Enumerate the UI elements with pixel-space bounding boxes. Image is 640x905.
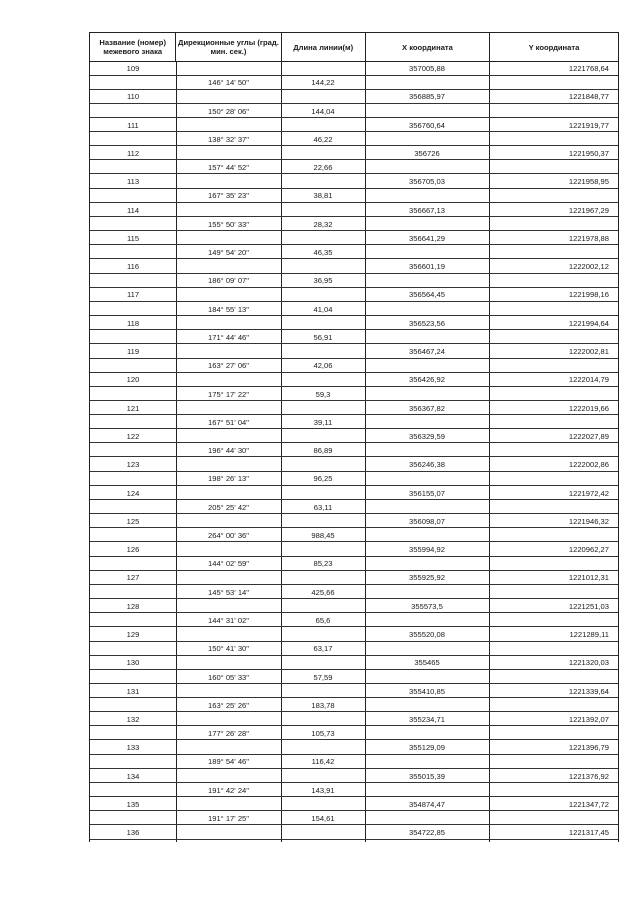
y-coordinate: 1221376,92 (568, 771, 609, 781)
y-coordinate: 1221768,64 (568, 64, 609, 73)
x-coordinate: 356705,03 (409, 177, 445, 187)
direction-angle: 191° 42' 24" (208, 785, 249, 795)
direction-angle: 150° 28' 06" (208, 106, 249, 116)
line-length: 38,81 (313, 191, 333, 201)
y-coordinate: 1221919,77 (568, 120, 609, 130)
point-name: 124 (126, 488, 140, 498)
y-coordinate: 1222014,79 (568, 375, 609, 385)
direction-angle: 163° 25' 26" (208, 700, 249, 710)
point-name: 132 (126, 714, 140, 724)
x-coordinate: 355573,5 (411, 601, 443, 611)
row-divider (90, 810, 618, 811)
line-length: 56,91 (313, 332, 333, 342)
row-divider (90, 513, 618, 514)
x-coordinate: 356726 (414, 148, 440, 158)
point-name: 115 (126, 233, 140, 243)
line-length: 154,61 (311, 814, 335, 823)
y-coordinate: 1221967,29 (568, 205, 609, 215)
line-length: 57,59 (313, 672, 333, 682)
direction-angle: 189° 54' 46" (208, 757, 249, 767)
y-coordinate: 1221317,45 (568, 828, 609, 838)
line-length: 42,06 (313, 361, 333, 371)
x-coordinate: 355410,85 (409, 686, 445, 696)
line-length: 39,11 (313, 417, 333, 427)
y-coordinate: 1221998,16 (568, 290, 609, 300)
header-angle: Дирекционные углы (град. мин. сек.) (176, 33, 281, 61)
direction-angle: 198° 26' 13" (208, 474, 249, 484)
point-name: 121 (126, 403, 140, 413)
row-divider (90, 541, 618, 542)
direction-angle: 146° 14' 50" (208, 78, 249, 88)
row-divider (90, 145, 618, 146)
row-divider (90, 839, 618, 840)
point-name: 122 (126, 431, 140, 441)
y-coordinate: 1221347,72 (568, 799, 609, 809)
direction-angle: 167° 51' 04" (208, 417, 249, 427)
line-length: 63,11 (313, 502, 333, 512)
point-name: 130 (126, 658, 140, 668)
direction-angle: 163° 27' 06" (208, 361, 249, 371)
row-divider (90, 570, 618, 571)
point-name: 127 (126, 573, 140, 583)
row-divider (90, 173, 618, 174)
line-length: 63,17 (313, 644, 333, 654)
row-divider (90, 641, 618, 642)
row-divider (90, 131, 618, 132)
x-coordinate: 355129,09 (409, 743, 445, 753)
row-divider (90, 556, 618, 557)
row-divider (90, 400, 618, 401)
row-divider (90, 287, 618, 288)
direction-angle: 175° 17' 22" (208, 389, 249, 399)
y-coordinate: 1222019,66 (568, 403, 609, 413)
x-coordinate: 356367,82 (409, 403, 445, 413)
line-length: 65,6 (315, 615, 331, 625)
row-divider (90, 372, 618, 373)
direction-angle: 138° 32' 37" (208, 134, 249, 144)
x-coordinate: 356329,59 (409, 431, 445, 441)
direction-angle: 186° 09' 07" (208, 276, 249, 286)
point-name: 123 (126, 460, 140, 470)
x-coordinate: 356641,29 (409, 233, 445, 243)
direction-angle: 157° 44' 52" (208, 163, 249, 173)
x-coordinate: 356098,07 (409, 516, 445, 526)
direction-angle: 184° 55' 13" (208, 304, 249, 314)
x-coordinate: 355015,39 (409, 771, 445, 781)
x-coordinate: 354722,85 (409, 828, 445, 838)
point-name: 119 (126, 347, 140, 356)
row-divider (90, 258, 618, 259)
x-coordinate: 354874,47 (409, 799, 445, 809)
point-name: 114 (126, 205, 140, 215)
y-coordinate: 1221946,32 (568, 516, 609, 526)
x-coordinate: 356601,19 (409, 262, 445, 272)
row-divider (90, 471, 618, 472)
point-name: 111 (127, 120, 139, 130)
point-name: 129 (126, 630, 140, 639)
direction-angle: 160° 05' 33" (208, 672, 249, 682)
row-divider (90, 655, 618, 656)
y-coordinate: 1221978,88 (568, 233, 609, 243)
point-name: 116 (126, 262, 140, 272)
direction-angle: 144° 31' 02" (208, 615, 249, 625)
y-coordinate: 1222002,12 (568, 262, 609, 272)
line-length: 46,35 (313, 248, 333, 257)
line-length: 183,78 (311, 700, 335, 710)
row-divider (90, 343, 618, 344)
row-divider (90, 527, 618, 528)
row-divider (90, 202, 618, 203)
x-coordinate: 356564,45 (409, 290, 445, 300)
line-length: 41,04 (313, 304, 333, 314)
y-coordinate: 1221848,77 (568, 92, 609, 102)
line-length: 988,45 (311, 531, 335, 540)
row-divider (90, 697, 618, 698)
row-divider (90, 428, 618, 429)
y-coordinate: 1222002,86 (568, 460, 609, 470)
row-divider (90, 824, 618, 825)
point-name: 120 (126, 375, 140, 385)
x-coordinate: 355994,92 (409, 545, 445, 555)
direction-angle: 145° 53' 14" (208, 587, 249, 597)
direction-angle: 191° 17' 25" (208, 814, 249, 823)
row-divider (90, 711, 618, 712)
direction-angle: 196° 44' 30" (208, 446, 249, 456)
y-coordinate: 1221396,79 (568, 743, 609, 753)
point-name: 110 (126, 92, 140, 102)
point-name: 135 (126, 799, 140, 809)
row-divider (90, 598, 618, 599)
line-length: 22,66 (313, 163, 333, 173)
y-coordinate: 1222002,81 (568, 347, 609, 356)
table-body (90, 62, 618, 842)
row-divider (90, 75, 618, 76)
row-divider (90, 456, 618, 457)
direction-angle: 150° 41' 30" (208, 644, 249, 654)
y-coordinate: 1221320,03 (568, 658, 609, 668)
point-name: 117 (126, 290, 140, 300)
x-coordinate: 356246,38 (409, 460, 445, 470)
line-length: 85,23 (313, 559, 333, 569)
line-length: 28,32 (313, 219, 333, 229)
direction-angle: 155° 50' 33" (208, 219, 249, 229)
line-length: 425,66 (311, 587, 335, 597)
line-length: 36,95 (313, 276, 333, 286)
row-divider (90, 188, 618, 189)
direction-angle: 205° 25' 42" (208, 502, 249, 512)
row-divider (90, 683, 618, 684)
point-name: 136 (126, 828, 140, 838)
line-length: 105,73 (311, 729, 335, 739)
point-name: 109 (126, 64, 140, 73)
x-coordinate: 356426,92 (409, 375, 445, 385)
row-divider (90, 584, 618, 585)
header-x: X координата (366, 33, 490, 61)
x-coordinate: 356667,13 (409, 205, 445, 215)
y-coordinate: 1221994,64 (568, 318, 609, 328)
row-divider (90, 301, 618, 302)
point-name: 112 (126, 148, 140, 158)
row-divider (90, 768, 618, 769)
x-coordinate: 355925,92 (409, 573, 445, 583)
row-divider (90, 230, 618, 231)
header-y: Y координата (528, 42, 580, 52)
point-name: 118 (126, 318, 140, 328)
row-divider (90, 725, 618, 726)
x-coordinate: 357005,88 (409, 64, 445, 73)
direction-angle: 149° 54' 20" (208, 248, 249, 257)
direction-angle: 177° 26' 28" (208, 729, 249, 739)
point-name: 128 (126, 601, 140, 611)
direction-angle: 167° 35' 23" (208, 191, 249, 201)
row-divider (90, 754, 618, 755)
x-coordinate: 356760,64 (409, 120, 445, 130)
row-divider (90, 315, 618, 316)
x-coordinate: 355234,71 (409, 714, 445, 724)
row-divider (90, 358, 618, 359)
y-coordinate: 1221972,42 (568, 488, 609, 498)
direction-angle: 144° 02' 59" (208, 559, 249, 569)
point-name: 133 (126, 743, 140, 753)
row-divider (90, 669, 618, 670)
row-divider (90, 612, 618, 613)
row-divider (90, 159, 618, 160)
row-divider (90, 485, 618, 486)
row-divider (90, 626, 618, 627)
row-divider (90, 782, 618, 783)
header-name: Название (номер) межевого знака (90, 33, 176, 61)
point-name: 125 (126, 516, 140, 526)
point-name: 126 (126, 545, 140, 555)
y-coordinate: 1221392,07 (568, 714, 609, 724)
line-length: 116,42 (311, 757, 335, 767)
row-divider (90, 89, 618, 90)
x-coordinate: 356523,56 (409, 318, 445, 328)
direction-angle: 264° 00' 36" (208, 531, 249, 540)
line-length: 143,91 (311, 785, 335, 795)
coordinates-table (89, 32, 619, 842)
point-name: 113 (126, 177, 140, 187)
y-coordinate: 1221012,31 (568, 573, 609, 583)
y-coordinate: 1221958,95 (568, 177, 609, 187)
y-coordinate: 1222027,89 (568, 431, 609, 441)
row-divider (90, 414, 618, 415)
row-divider (90, 244, 618, 245)
x-coordinate: 356467,24 (409, 347, 445, 356)
table-header (90, 33, 618, 62)
x-coordinate: 355520,08 (409, 630, 445, 639)
row-divider (90, 499, 618, 500)
y-coordinate: 1221251,03 (568, 601, 609, 611)
row-divider (90, 386, 618, 387)
line-length: 144,22 (311, 78, 335, 88)
row-divider (90, 103, 618, 104)
line-length: 46,22 (313, 134, 333, 144)
direction-angle: 171° 44' 46" (208, 332, 249, 342)
row-divider (90, 117, 618, 118)
row-divider (90, 329, 618, 330)
line-length: 86,89 (313, 446, 333, 456)
y-coordinate: 1221950,37 (568, 148, 609, 158)
x-coordinate: 355465 (414, 658, 440, 668)
x-coordinate: 356885,97 (409, 92, 445, 102)
line-length: 96,25 (313, 474, 333, 484)
point-name: 134 (126, 771, 140, 781)
point-name: 131 (126, 686, 140, 696)
row-divider (90, 796, 618, 797)
row-divider (90, 216, 618, 217)
header-length: Длина линии(м) (282, 33, 366, 61)
row-divider (90, 442, 618, 443)
line-length: 144,04 (311, 106, 335, 116)
x-coordinate: 356155,07 (409, 488, 445, 498)
row-divider (90, 739, 618, 740)
y-coordinate: 1220962,27 (568, 545, 609, 555)
row-divider (90, 273, 618, 274)
line-length: 59,3 (315, 389, 331, 399)
y-coordinate: 1221289,11 (569, 630, 609, 639)
y-coordinate: 1221339,64 (568, 686, 609, 696)
